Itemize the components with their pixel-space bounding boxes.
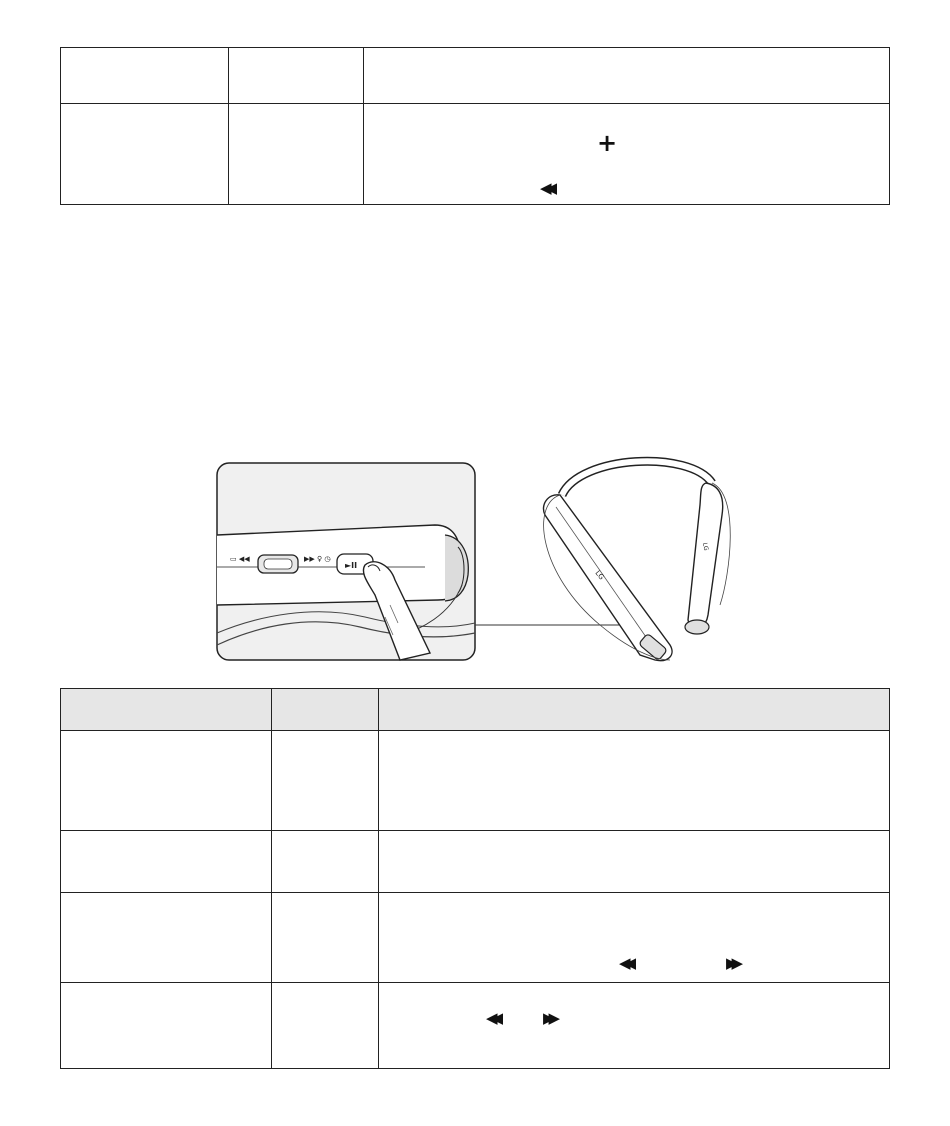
table-header-cell	[379, 689, 890, 731]
rewind-icon: ◀◀	[619, 954, 631, 972]
table-cell	[61, 731, 272, 831]
rewind-icon: ◀◀	[486, 1009, 498, 1027]
table-cell	[272, 893, 379, 983]
play-pause-icon: ►II	[345, 561, 358, 570]
table-cell	[272, 831, 379, 893]
table-header-cell	[272, 689, 379, 731]
table-cell	[229, 48, 364, 104]
headset-illustration	[200, 455, 770, 685]
table-row	[61, 731, 890, 831]
table-header-row	[61, 689, 890, 731]
svg-text:▭ ◀◀: ▭ ◀◀	[230, 555, 250, 563]
table-row	[61, 831, 890, 893]
table-cell	[229, 104, 364, 205]
table-cell	[61, 893, 272, 983]
table-header-cell	[61, 689, 272, 731]
table-cell	[379, 731, 890, 831]
table-cell	[379, 983, 890, 1069]
table-cell	[272, 983, 379, 1069]
plus-icon: +	[597, 129, 618, 157]
table-cell	[379, 893, 890, 983]
table-row	[61, 983, 890, 1069]
table-cell	[61, 48, 229, 104]
table-row	[61, 48, 890, 104]
rewind-icon: ◀◀	[540, 179, 552, 197]
table-cell	[61, 104, 229, 205]
neckband-headset	[543, 461, 730, 660]
fast-forward-icon: ▶▶	[726, 954, 738, 972]
fast-forward-icon: ▶▶	[543, 1009, 555, 1027]
brand-logo: LG	[593, 569, 606, 582]
table-row	[61, 893, 890, 983]
svg-text:LG: LG	[701, 542, 710, 552]
button-closeup	[217, 463, 475, 660]
table-cell	[364, 104, 890, 205]
table-cell	[364, 48, 890, 104]
table-cell	[61, 983, 272, 1069]
table-row	[61, 104, 890, 205]
table-cell	[379, 831, 890, 893]
table-cell	[61, 831, 272, 893]
top-table	[60, 47, 890, 205]
bottom-table	[60, 688, 890, 1069]
table-cell	[272, 731, 379, 831]
svg-text:▶▶ ♀ ◷: ▶▶ ♀ ◷	[304, 555, 331, 563]
